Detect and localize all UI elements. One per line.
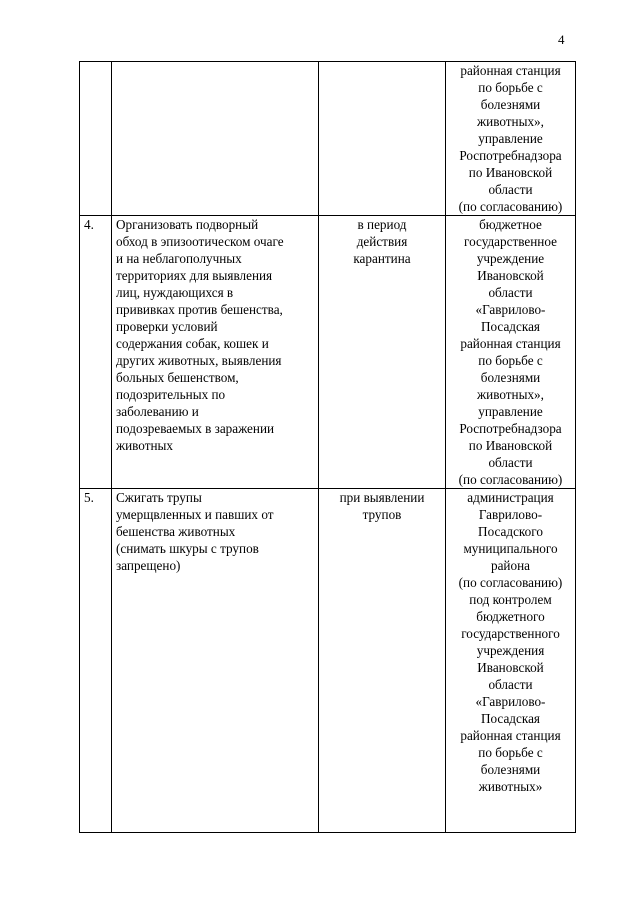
responsible-cell — [446, 62, 576, 216]
table-row — [80, 62, 576, 216]
table-row — [80, 216, 576, 489]
table-row — [80, 489, 576, 833]
action-cell — [112, 489, 319, 833]
responsible-cell — [446, 489, 576, 833]
page-number: 4 — [558, 32, 565, 47]
term-cell — [319, 489, 446, 833]
responsible-cell — [446, 216, 576, 489]
action-text: Сжигать трупы умерщвленных и павших от бешенства животных (снимать шкуры с трупов запрещено) — [116, 490, 274, 573]
term-text: при выявлении трупов — [339, 490, 425, 522]
measures-table — [79, 61, 576, 833]
row-number: 4. — [84, 217, 94, 232]
row-number-cell — [80, 489, 112, 833]
action-cell — [112, 216, 319, 489]
responsible-text: бюджетное государственное учреждение Ивановской области «Гаврилово- Посадская районная станция по борьбе с болезнями животных», управление Роспотребнадзора по Ивановской области (по согласованию) — [458, 217, 563, 487]
action-cell — [112, 62, 319, 216]
row-number-cell — [80, 216, 112, 489]
row-number: 5. — [84, 490, 94, 505]
term-cell — [319, 62, 446, 216]
term-cell — [319, 216, 446, 489]
action-text: Организовать подворный обход в эпизоотическом очаге и на неблагополучных территориях для выявления лиц, нуждающихся в прививках против бешенства, проверки условий содержания собак, кошек и других животных, выявления больных бешенством, подозрительных по заболеванию и подозреваемых в заражении животных — [116, 217, 284, 453]
row-number-cell — [80, 62, 112, 216]
term-text: в период действия карантина — [353, 217, 411, 266]
responsible-text: администрация Гаврилово- Посадского муниципального района (по согласованию) под контролем бюджетного государственного учреждения Ивановской области «Гаврилово- Посадская районная станция по борьбе с болезнями животных» — [458, 490, 563, 794]
responsible-text: районная станция по борьбе с болезнями животных», управление Роспотребнадзора по Ивановской области (по согласованию) — [458, 63, 563, 214]
